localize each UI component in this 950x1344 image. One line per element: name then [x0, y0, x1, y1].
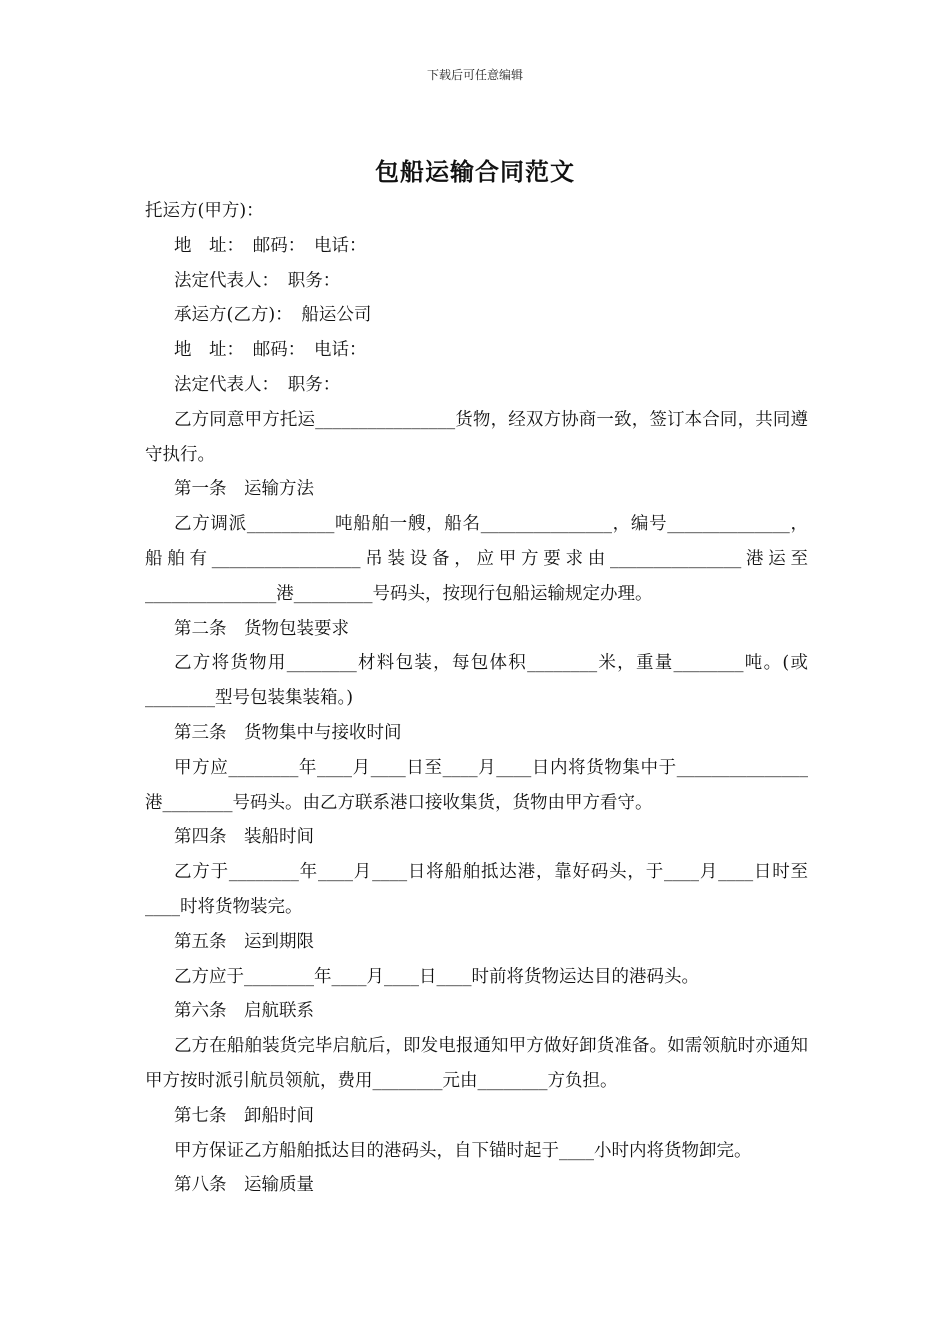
- header-note: 下载后可任意编辑: [426, 68, 523, 82]
- document-title: 包船运输合同范文: [375, 157, 575, 186]
- article-body-1: 乙方调派__________吨船舶一艘，船名_______________，编号______________，船舶有_________________吊装设备，应甲方要求由_______________港运至_______________港_________号码头，按现行包船运输规定办理。: [145, 514, 808, 604]
- paragraph-consignor-representative: 法定代表人： 职务：: [174, 270, 341, 291]
- article-body-2: 乙方将货物用________材料包装，每包体积________米，重量________吨。(或________型号包装集装箱。): [145, 653, 808, 709]
- article-heading-3: 第三条 货物集中与接收时间: [174, 722, 402, 743]
- article-body-3: 甲方应________年____月____日至____月____日内将货物集中于_______________港________号码头。由乙方联系港口接收集货，货物由甲方看守。: [145, 757, 808, 813]
- article-heading-1: 第一条 运输方法: [174, 479, 314, 500]
- article-heading-8: 第八条 运输质量: [174, 1175, 314, 1196]
- paragraph-consignor-address: 地 址： 邮码： 电话：: [174, 235, 367, 256]
- article-heading-5: 第五条 运到期限: [174, 931, 314, 952]
- paragraph-consignor: 托运方(甲方)：: [145, 201, 264, 221]
- article-heading-6: 第六条 启航联系: [174, 1001, 314, 1022]
- paragraph-carrier-representative: 法定代表人： 职务：: [174, 374, 341, 395]
- article-body-5: 乙方应于________年____月____日____时前将货物运达目的港码头。: [174, 966, 699, 987]
- article-body-4: 乙方于________年____月____日将船舶抵达港，靠好码头，于____月____日时至____时将货物装完。: [145, 862, 808, 917]
- article-heading-7: 第七条 卸船时间: [174, 1105, 314, 1126]
- paragraph-carrier: 承运方(乙方)： 船运公司: [174, 305, 372, 326]
- article-body-7: 甲方保证乙方船舶抵达目的港码头，自下锚时起于____小时内将货物卸完。: [174, 1140, 752, 1161]
- paragraph-agreement: 乙方同意甲方托运________________货物，经双方协商一致，签订本合同，共同遵守执行。: [145, 409, 808, 465]
- article-heading-4: 第四条 装船时间: [174, 827, 314, 848]
- paragraph-carrier-address: 地 址： 邮码： 电话：: [174, 340, 367, 361]
- document-body: [145, 194, 808, 1203]
- article-heading-2: 第二条 货物包装要求: [174, 618, 349, 639]
- article-body-6: 乙方在船舶装货完毕启航后，即发电报通知甲方做好卸货准备。如需领航时亦通知甲方按时派引航员领航，费用________元由________方负担。: [145, 1036, 808, 1091]
